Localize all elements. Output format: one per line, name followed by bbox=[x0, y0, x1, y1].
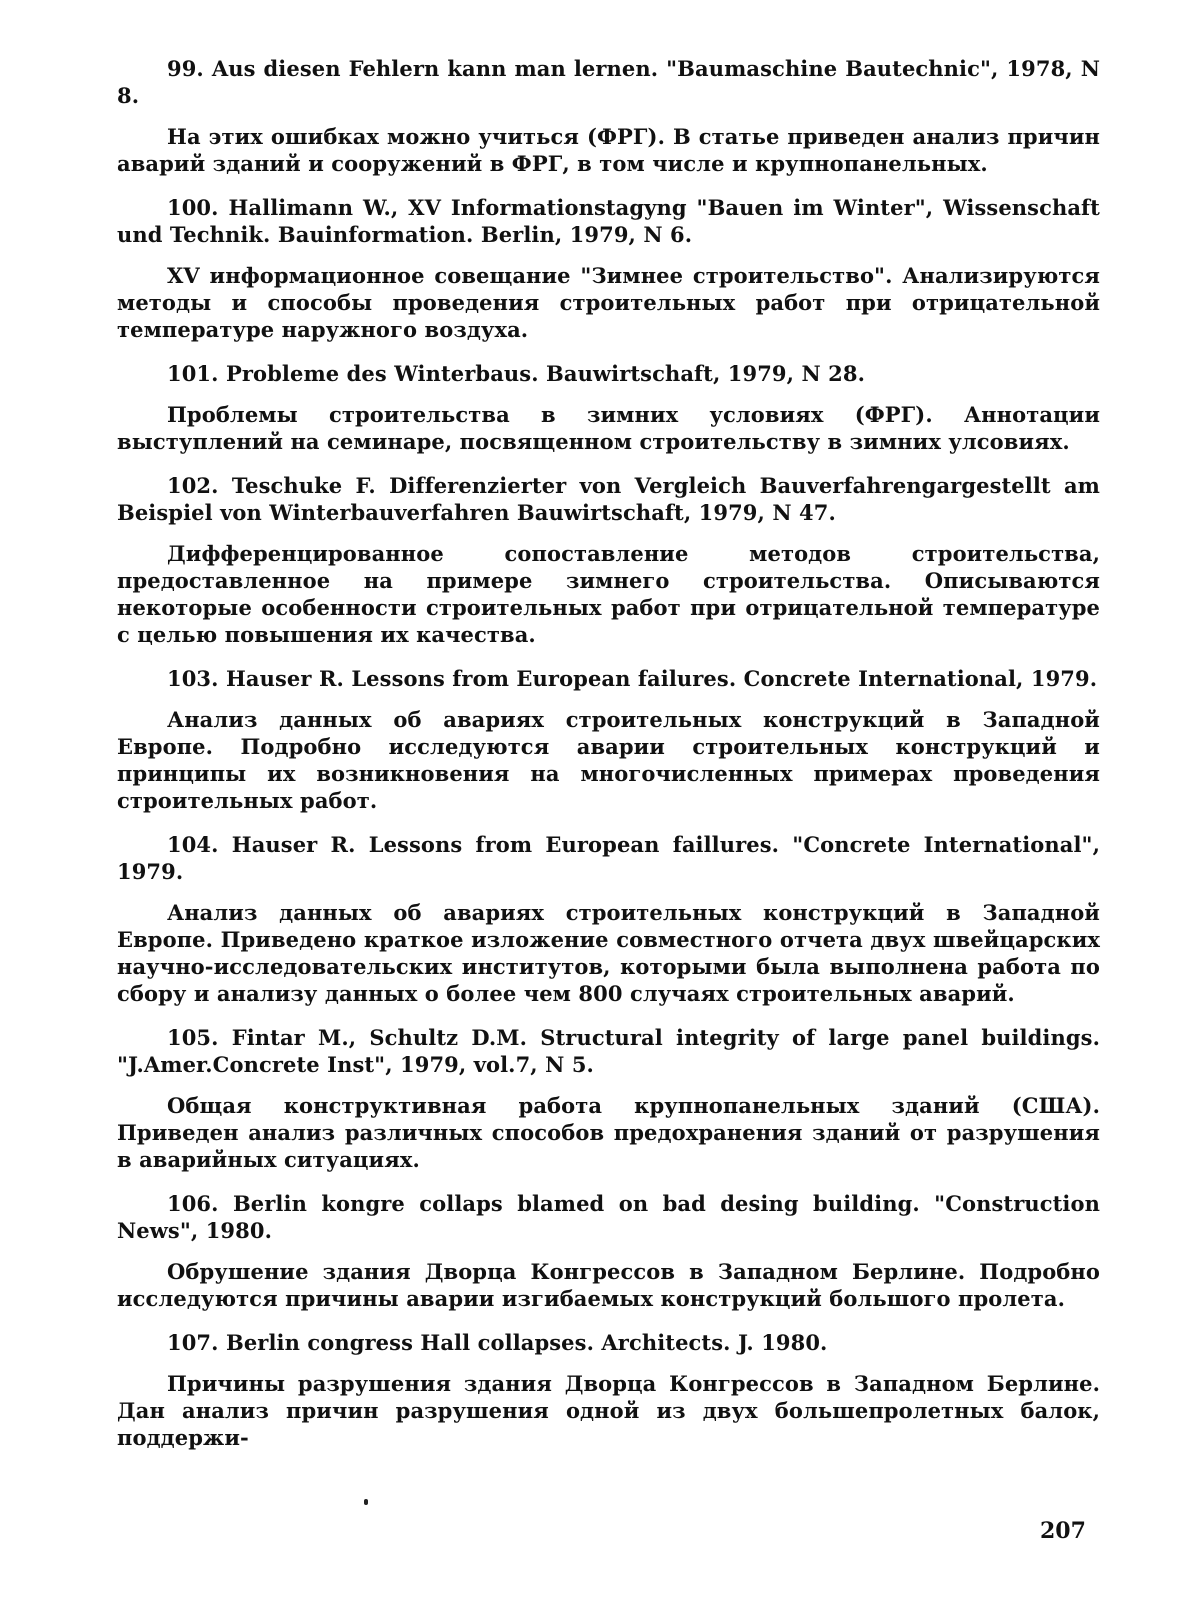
entry-annotation: XV информационное совещание "Зимнее строительство". Анализируются методы и способы проведения строительных работ при отрицательной температуре наружного воздуха. bbox=[117, 263, 1100, 342]
entry-number: 100. bbox=[167, 195, 219, 220]
entry-reference-text: Berlin kongre collaps blamed on bad desing building. "Construction News", 1980. bbox=[117, 1191, 1100, 1243]
entry-reference bbox=[117, 55, 1100, 109]
entry-reference-text: Teschuke F. Differenzierter von Vergleich Bauverfahrengargestellt am Beispiel von Winterbauverfahren Bauwirtschaft, 1979, N 47. bbox=[117, 473, 1100, 525]
entry-reference bbox=[117, 665, 1100, 692]
entry-annotation: Проблемы строительства в зимних условиях (ФРГ). Аннотации выступлений на семинаре, посвященном строительству в зимних улсовиях. bbox=[117, 402, 1100, 454]
entry-reference-text: Hauser R. Lessons from European faillures. "Concrete International", 1979. bbox=[117, 832, 1100, 884]
entry-number: 105. bbox=[167, 1025, 219, 1050]
entry-105 bbox=[117, 1024, 1100, 1173]
entry-reference bbox=[117, 1329, 1100, 1356]
entry-number: 102. bbox=[167, 473, 219, 498]
entry-annotation: Общая конструктивная работа крупнопанельных зданий (США). Приведен анализ различных способов предохранения зданий от разрушения в аварийных ситуациях. bbox=[117, 1093, 1100, 1172]
entry-annotation: Дифференцированное сопоставление методов строительства, предоставленное на примере зимнего строительства. Описываются некоторые особенности строительных работ при отрицательной температуре с целью повышения их качества. bbox=[117, 541, 1100, 647]
entry-103 bbox=[117, 665, 1100, 814]
entry-reference bbox=[117, 360, 1100, 387]
entry-reference-text: Berlin congress Hall collapses. Architects. J. 1980. bbox=[225, 1330, 828, 1355]
entry-annotation: Обрушение здания Дворца Конгрессов в Западном Берлине. Подробно исследуются причины аварии изгибаемых конструкций большого пролета. bbox=[117, 1259, 1100, 1311]
entry-number: 106. bbox=[167, 1191, 219, 1216]
entry-107 bbox=[117, 1329, 1100, 1451]
entry-100 bbox=[117, 194, 1100, 343]
entry-reference bbox=[117, 1190, 1100, 1244]
page-number: 207 bbox=[1040, 1518, 1086, 1544]
scan-speck bbox=[364, 1499, 368, 1505]
entry-104 bbox=[117, 831, 1100, 1007]
entry-106 bbox=[117, 1190, 1100, 1312]
entry-reference-text: Hallimann W., XV Informationstagyng "Bauen im Winter", Wissenschaft und Technik. Bauinformation. Berlin, 1979, N 6. bbox=[117, 195, 1100, 247]
entry-101 bbox=[117, 360, 1100, 455]
entry-reference bbox=[117, 472, 1100, 526]
entry-number: 99. bbox=[167, 56, 204, 81]
entry-reference bbox=[117, 1024, 1100, 1078]
entry-reference-text: Fintar M., Schultz D.M. Structural integrity of large panel buildings. "J.Amer.Concrete Inst", 1979, vol.7, N 5. bbox=[117, 1025, 1100, 1077]
entry-reference bbox=[117, 831, 1100, 885]
entry-99 bbox=[117, 55, 1100, 177]
entry-annotation: Причины разрушения здания Дворца Конгрессов в Западном Берлине. Дан анализ причин разрушения одной из двух большепролетных балок, поддержи- bbox=[117, 1371, 1100, 1450]
bibliography-page bbox=[117, 55, 1100, 1468]
entry-reference bbox=[117, 194, 1100, 248]
entry-annotation: Анализ данных об авариях строительных конструкций в Западной Европе. Подробно исследуются аварии строительных конструкций и принципы их возникновения на многочисленных примерах проведения строительных работ. bbox=[117, 707, 1100, 813]
entry-number: 101. bbox=[167, 361, 219, 386]
entry-102 bbox=[117, 472, 1100, 648]
entry-annotation: Анализ данных об авариях строительных конструкций в Западной Европе. Приведено краткое изложение совместного отчета двух швейцарских научно-исследовательских институтов, которыми была выполнена работа по сбору и анализу данных о более чем 800 случаях строительных аварий. bbox=[117, 900, 1100, 1006]
entry-reference-text: Aus diesen Fehlern kann man lernen. "Baumaschine Bautechnic", 1978, N 8. bbox=[117, 56, 1100, 108]
entry-annotation: На этих ошибках можно учиться (ФРГ). В статье приведен анализ причин аварий зданий и сооружений в ФРГ, в том числе и крупнопанельных. bbox=[117, 124, 1100, 176]
entry-number: 104. bbox=[167, 832, 219, 857]
entry-number: 107. bbox=[167, 1330, 219, 1355]
entry-reference-text: Probleme des Winterbaus. Bauwirtschaft, 1979, N 28. bbox=[225, 361, 866, 386]
entry-reference-text: Hauser R. Lessons from European failures. Concrete International, 1979. bbox=[225, 666, 1098, 691]
entry-number: 103. bbox=[167, 666, 219, 691]
